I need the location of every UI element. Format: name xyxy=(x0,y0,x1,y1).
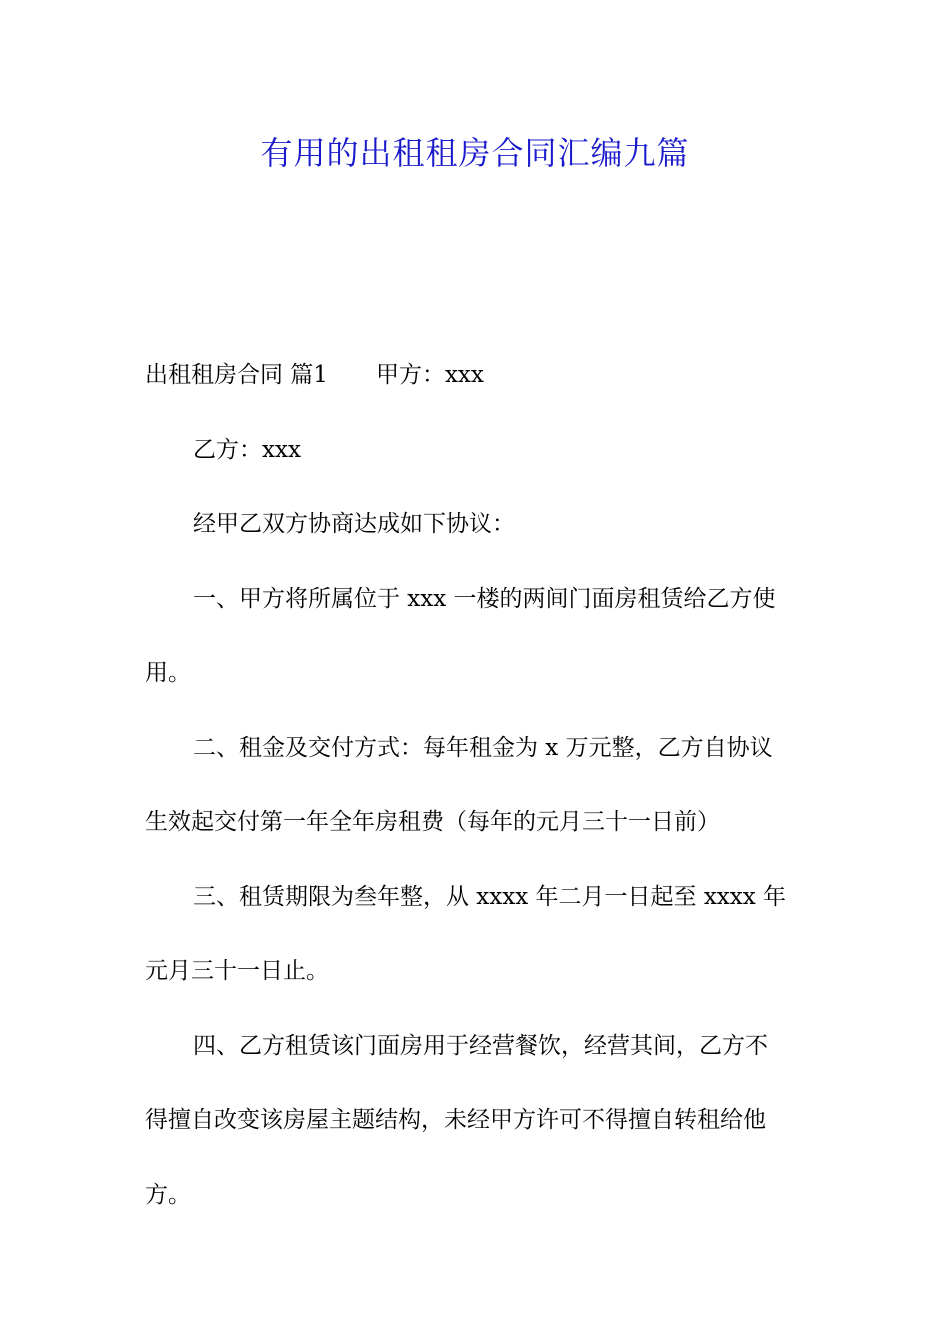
clause-4-line-2: 得擅自改变该房屋主题结构，未经甲方许可不得擅自转租给他 xyxy=(145,1107,766,1133)
contract-heading: 出租租房合同 篇1 xyxy=(145,362,328,388)
clause-3-line-1: 三、租赁期限为叁年整，从 xxxx 年二月一日起至 xxxx 年 xyxy=(193,883,787,910)
clause-4-line-3: 方。 xyxy=(145,1181,191,1208)
party-b: 乙方：xxx xyxy=(193,436,301,463)
document-title: 有用的出租租房合同汇编九篇 xyxy=(260,134,690,172)
agreement-intro: 经甲乙双方协商达成如下协议： xyxy=(193,511,515,537)
party-a: 甲方：xxx xyxy=(375,362,484,388)
document-body xyxy=(145,338,807,1232)
clause-3-line-2: 元月三十一日止。 xyxy=(145,958,329,984)
first-line xyxy=(145,338,807,413)
clause-1-line-2: 用。 xyxy=(145,660,191,686)
clause-4-line-1: 四、乙方租赁该门面房用于经营餐饮，经营其间，乙方不 xyxy=(193,1032,768,1059)
clause-2-line-1: 二、租金及交付方式：每年租金为 x 万元整，乙方自协议 xyxy=(193,734,773,761)
clause-2-line-2: 生效起交付第一年全年房租费（每年的元月三十一日前） xyxy=(145,809,720,835)
clause-1-line-1: 一、甲方将所属位于 xxx 一楼的两间门面房租赁给乙方使 xyxy=(193,585,776,612)
